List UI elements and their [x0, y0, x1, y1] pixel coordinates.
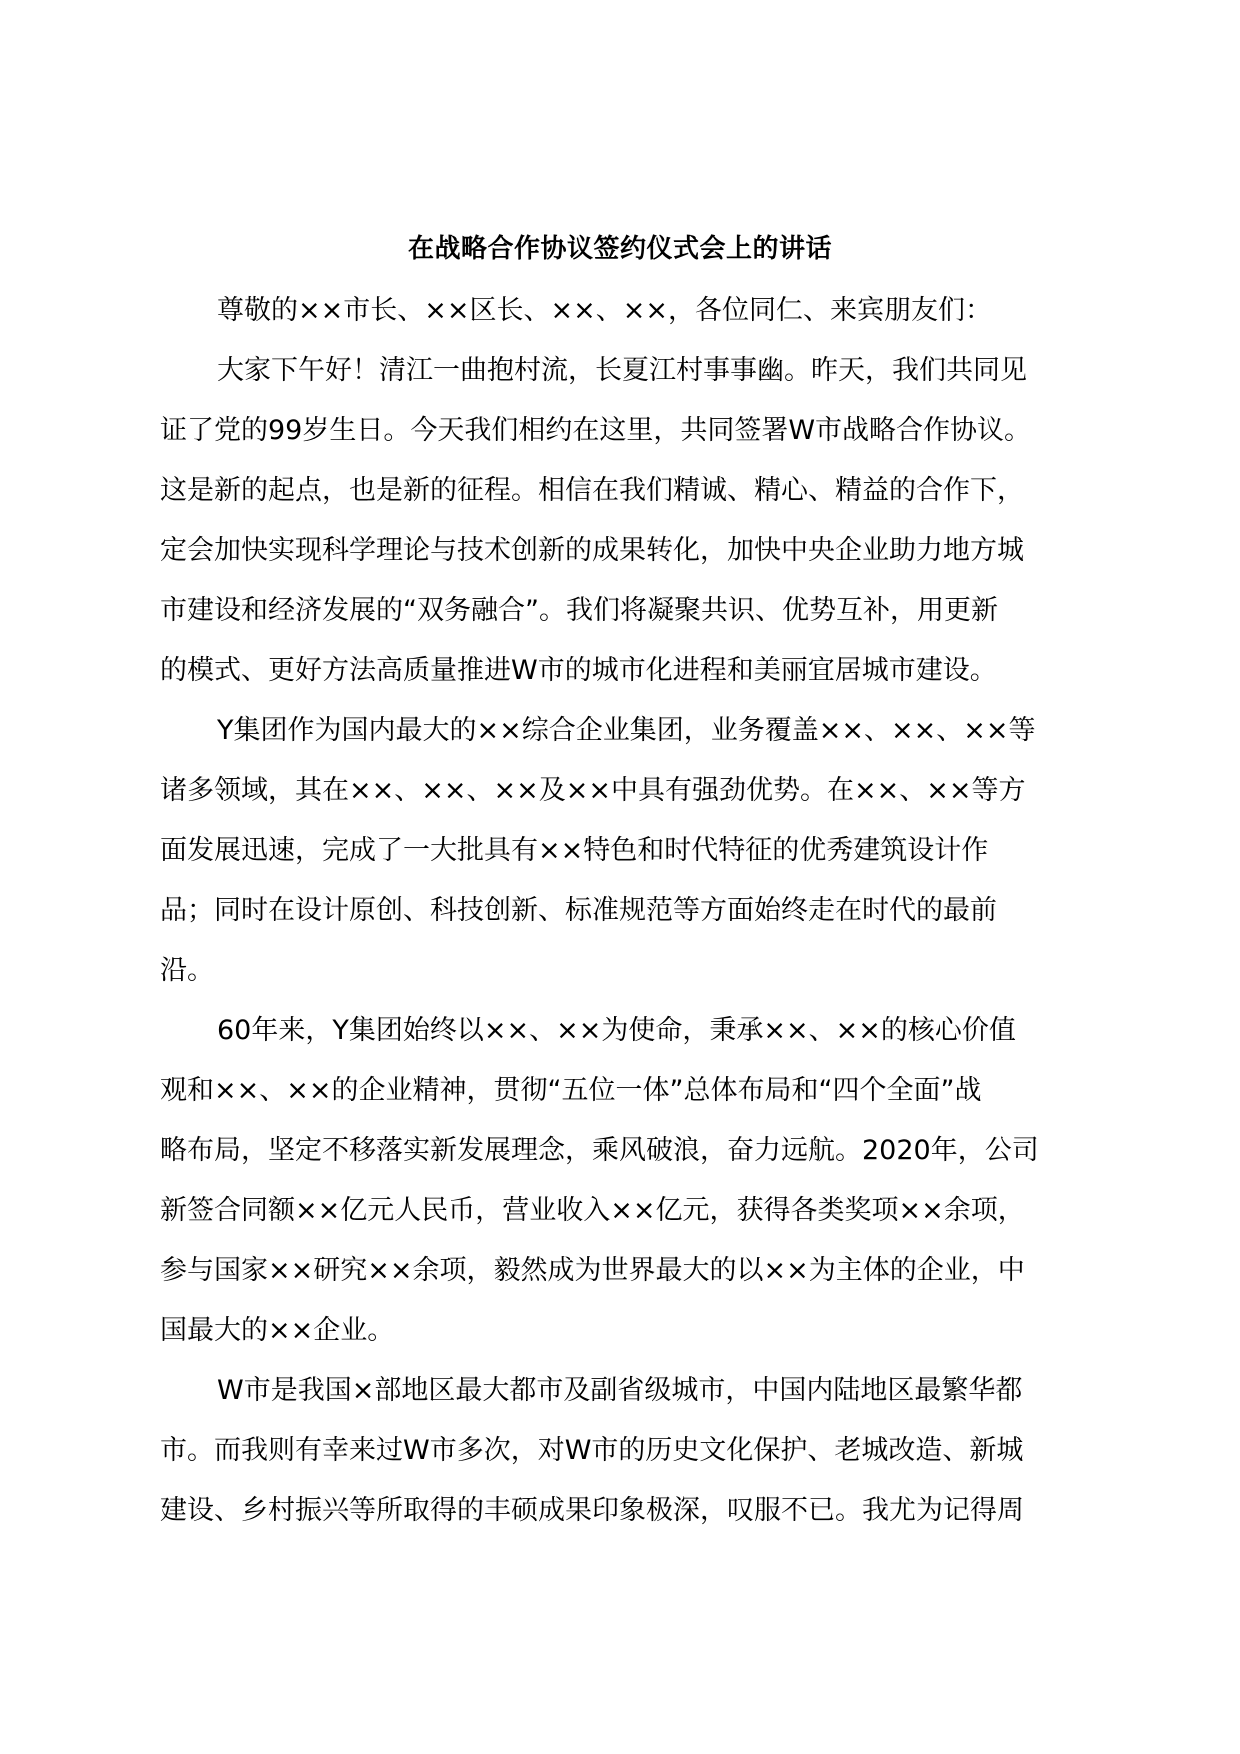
paragraph-line: 参与国家××研究××余项，毅然成为世界最大的以××为主体的企业，中 — [160, 1255, 1025, 1286]
paragraph-line: 市建设和经济发展的“双务融合”。我们将凝聚共识、优势互补，用更新 — [160, 595, 998, 626]
paragraph-line: 建设、乡村振兴等所取得的丰硕成果印象极深，叹服不已。我尤为记得周 — [160, 1495, 1024, 1526]
paragraph-line: 沿。 — [160, 955, 214, 986]
paragraph-line: 新签合同额××亿元人民币，营业收入××亿元，获得各类奖项××余项， — [160, 1195, 1025, 1226]
paragraph-line: 品；同时在设计原创、科技创新、标准规范等方面始终走在时代的最前 — [160, 895, 997, 926]
paragraph-line: 观和××、××的企业精神，贯彻“五位一体”总体布局和“四个全面”战 — [160, 1075, 982, 1106]
paragraph-line: 这是新的起点，也是新的征程。相信在我们精诚、精心、精益的合作下， — [160, 475, 1024, 506]
paragraph-line: 国最大的××企业。 — [160, 1315, 395, 1346]
paragraph-line: 60年来，Y集团始终以××、××为使命，秉承××、××的核心价值 — [217, 1015, 1016, 1046]
paragraph-line: 诸多领域，其在××、××、××及××中具有强劲优势。在××、××等方 — [160, 775, 1026, 806]
paragraph-line: 略布局，坚定不移落实新发展理念，乘风破浪，奋力远航。2020年，公司 — [160, 1135, 1039, 1166]
salutation-line: 尊敬的××市长、××区长、××、××，各位同仁、来宾朋友们： — [217, 295, 992, 326]
paragraph-line: 大家下午好！清江一曲抱村流，长夏江村事事幽。昨天，我们共同见 — [217, 355, 1027, 386]
paragraph-line: 证了党的99岁生日。今天我们相约在这里，共同签署W市战略合作协议。 — [160, 415, 1032, 446]
paragraph-line: 定会加快实现科学理论与技术创新的成果转化，加快中央企业助力地方城 — [160, 535, 1024, 566]
paragraph-line: 的模式、更好方法高质量推进W市的城市化进程和美丽宜居城市建设。 — [160, 655, 997, 686]
document-title: 在战略合作协议签约仪式会上的讲话 — [407, 234, 832, 264]
paragraph-line: 面发展迅速，完成了一大批具有××特色和时代特征的优秀建筑设计作 — [160, 835, 989, 866]
paragraph-line: 市。而我则有幸来过W市多次，对W市的历史文化保护、老城改造、新城 — [160, 1435, 1024, 1466]
paragraph-line: Y集团作为国内最大的××综合企业集团，业务覆盖××、××、××等 — [217, 715, 1036, 746]
paragraph-line: W市是我国×部地区最大都市及副省级城市，中国内陆地区最繁华都 — [217, 1375, 1023, 1406]
